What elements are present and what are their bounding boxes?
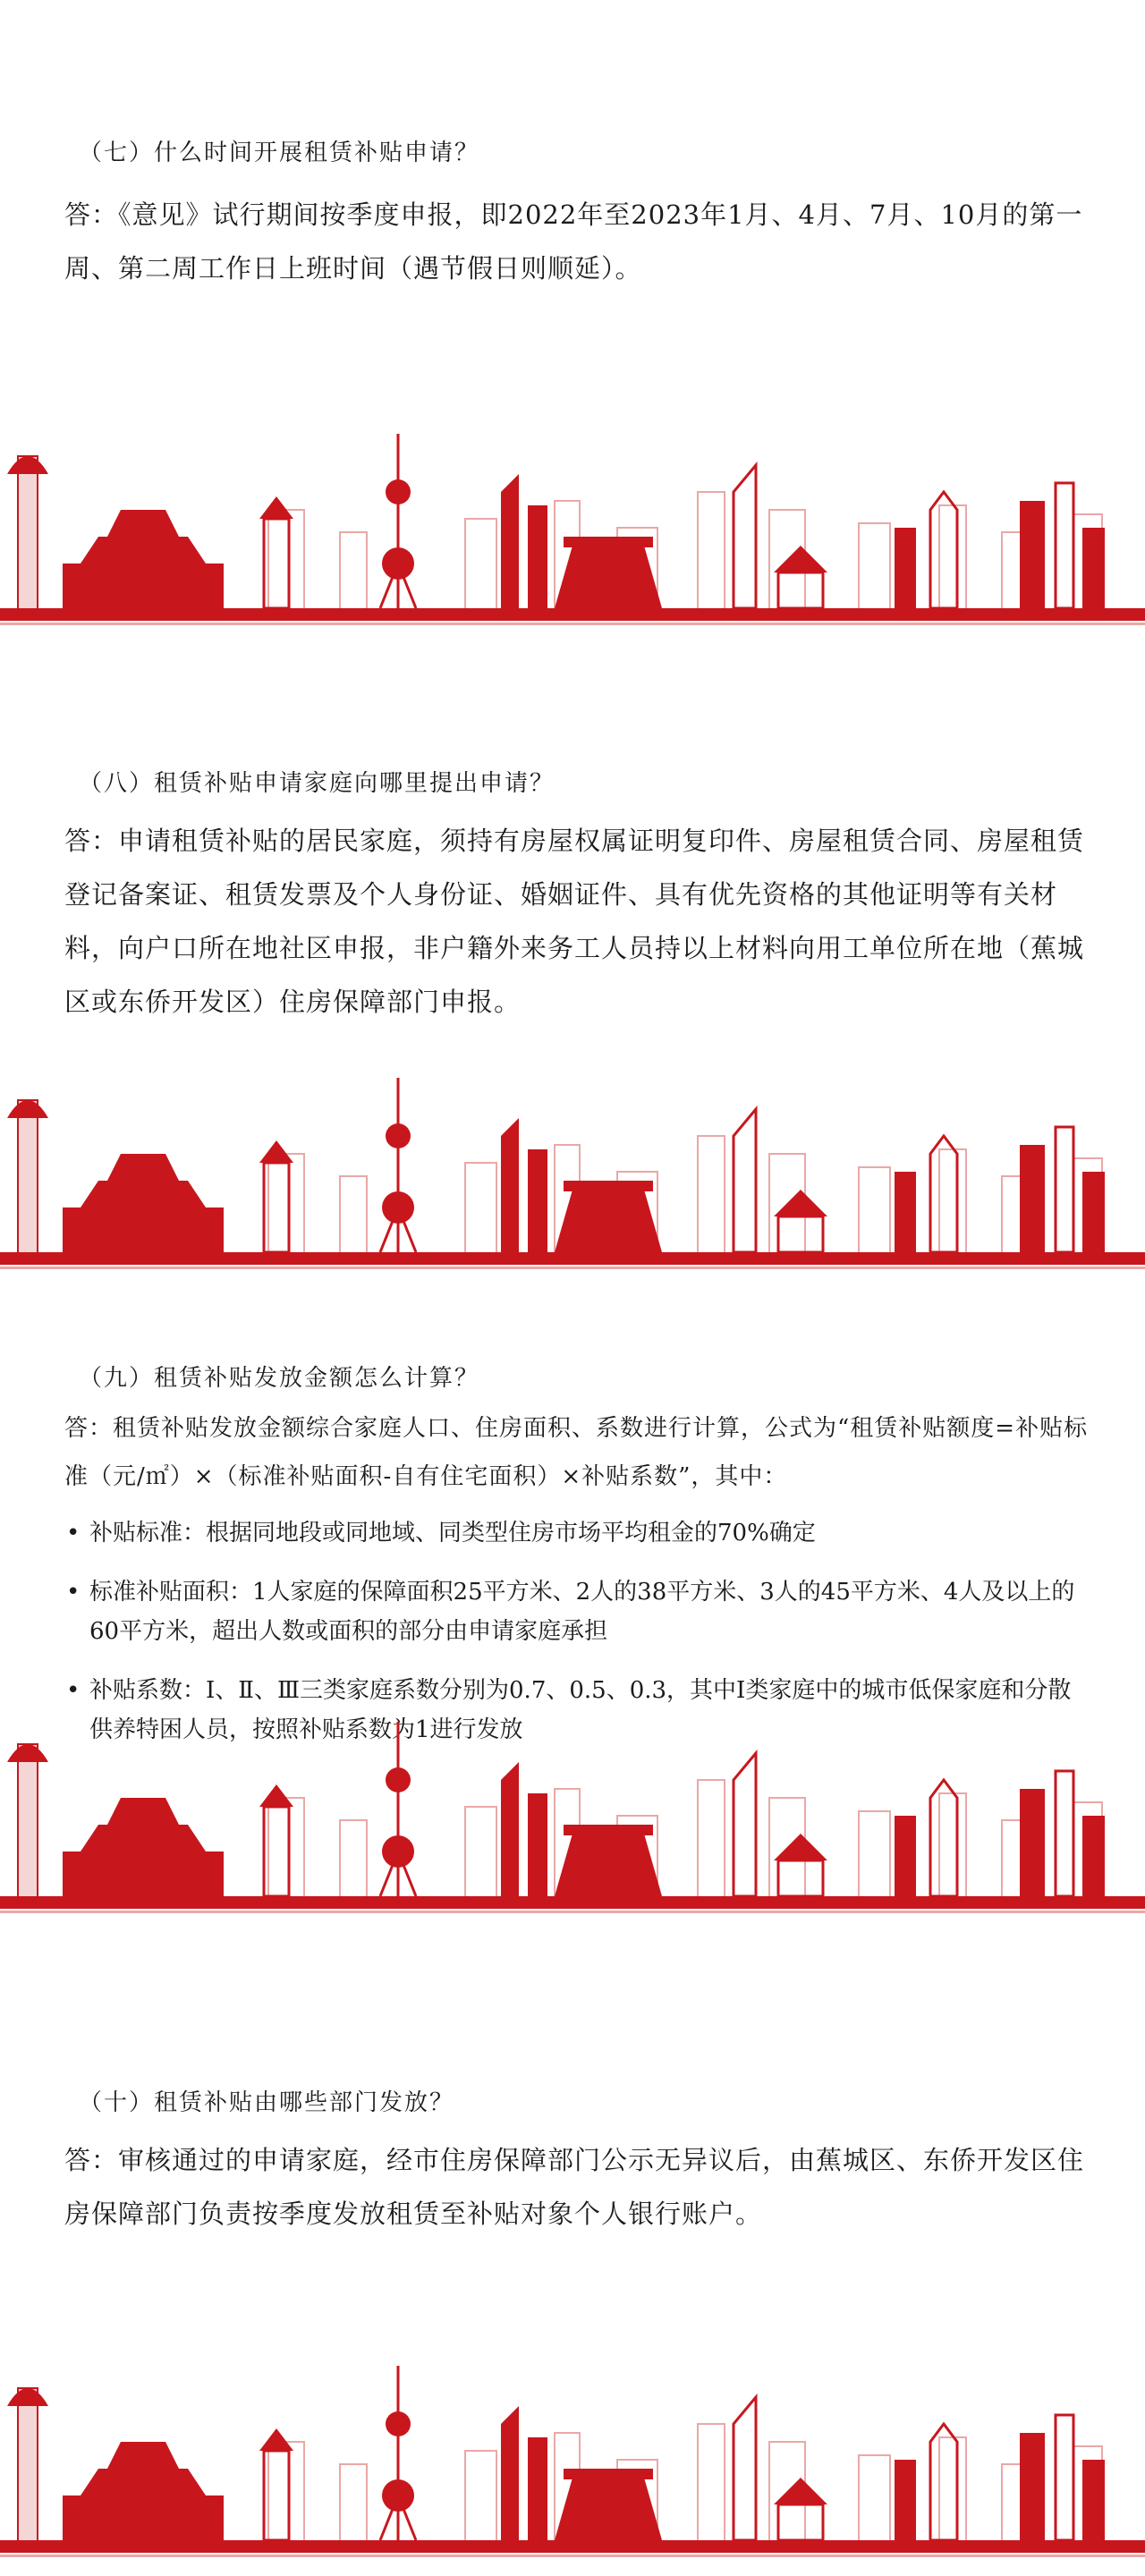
skyscraper (528, 2437, 547, 2540)
red-base-line (0, 623, 1145, 625)
tiananmen-roof-upper (107, 2442, 179, 2469)
question-heading: （八）租赁补贴申请家庭向哪里提出申请？ (79, 770, 556, 797)
skyscraper (528, 1149, 547, 1252)
answer-text: 答：《意见》试行期间按季度申报，即2022年至2023年1月、4月、7月、10月的第一周、第二周工作日上班时间（遇节假日则顺延）。 (64, 199, 1083, 284)
skyscraper (501, 474, 519, 608)
temple-of-heaven (778, 2504, 823, 2540)
background-building (859, 1811, 890, 1905)
skyscraper (1020, 2433, 1045, 2540)
skyscraper (1020, 1145, 1045, 1252)
answer-text: 答：租赁补贴发放金额综合家庭人口、住房面积、系数进行计算，公式为“租赁补贴额度=补贴标准（元/㎡）×（标准补贴面积-自有住宅面积）×补贴系数”，其中： (64, 1415, 1089, 1490)
china-pavilion-roof (564, 1825, 653, 1835)
background-building (859, 2455, 890, 2549)
huabiao-top (7, 1100, 48, 1118)
skyscraper (1056, 1127, 1073, 1252)
red-base-line (0, 2555, 1145, 2557)
faq-section-7 (0, 0, 1145, 644)
red-base-line (0, 1267, 1145, 1269)
tiananmen-roof-lower (81, 1181, 206, 1208)
background-building (939, 505, 966, 617)
china-pavilion (555, 2478, 662, 2540)
background-building (698, 1780, 725, 1905)
red-base-band (0, 1896, 1145, 1909)
city-skyline-banner (0, 1708, 1145, 1932)
tv-tower-sphere-upper (386, 479, 411, 504)
faq-section-8 (0, 644, 1145, 1288)
skyscraper (930, 492, 957, 608)
bank-tower (734, 1109, 756, 1252)
city-skyline-banner (0, 2352, 1145, 2576)
skyscraper (528, 1793, 547, 1896)
city-skyline-banner (0, 1064, 1145, 1288)
huabiao-column (18, 456, 38, 617)
tiananmen-base (63, 1208, 224, 1252)
background-building (340, 1820, 367, 1905)
china-pavilion (555, 1190, 662, 1252)
skyscraper (501, 1762, 519, 1896)
background-building (939, 2437, 966, 2549)
pagoda-top (259, 496, 293, 519)
list-item: • 标准补贴面积：1人家庭的保障面积25平方米、2人的38平方米、3人的45平方米、4人及以上的60平方米，超出人数或面积的部分由申请家庭承担 (64, 1572, 1093, 1651)
pagoda-top (259, 1784, 293, 1807)
background-building (698, 2424, 725, 2549)
temple-of-heaven-roof (774, 546, 827, 572)
huabiao-top (7, 2388, 48, 2406)
skyscraper (1082, 528, 1105, 608)
skyscraper (1020, 1789, 1045, 1896)
background-building (859, 1167, 890, 1261)
skyscraper (501, 1118, 519, 1252)
china-pavilion-roof (564, 1181, 653, 1191)
background-building (698, 492, 725, 617)
background-building (268, 1798, 304, 1905)
china-pavilion-roof (564, 2469, 653, 2479)
background-building (340, 532, 367, 617)
china-pavilion (555, 546, 662, 608)
background-building (340, 2464, 367, 2549)
skyscraper (1082, 2460, 1105, 2540)
skyscraper (1020, 501, 1045, 608)
skyscraper (1056, 483, 1073, 608)
background-building (859, 523, 890, 617)
temple-of-heaven-roof (774, 1190, 827, 1216)
huabiao-top (7, 456, 48, 474)
china-pavilion-roof (564, 537, 653, 547)
question-heading: （七）什么时间开展租赁补贴申请？ (79, 140, 480, 166)
bank-tower (734, 1753, 756, 1896)
skyscraper (895, 1172, 916, 1252)
red-base-band (0, 1252, 1145, 1265)
bank-tower (734, 2397, 756, 2540)
bank-tower (734, 465, 756, 608)
skyscraper (1056, 2415, 1073, 2540)
tv-tower-sphere-upper (386, 2411, 411, 2436)
city-skyline-banner (0, 420, 1145, 644)
skyscraper (930, 2424, 957, 2540)
background-building (939, 1149, 966, 1261)
background-building (698, 1136, 725, 1261)
skyscraper (1082, 1172, 1105, 1252)
pagoda-top (259, 1140, 293, 1163)
red-base-band (0, 608, 1145, 621)
skyscraper (501, 2406, 519, 2540)
faq-section-9 (0, 1288, 1145, 1932)
red-base-band (0, 2540, 1145, 2553)
skyscraper (528, 505, 547, 608)
tv-tower-sphere-upper (386, 1123, 411, 1148)
tiananmen-roof-upper (107, 1798, 179, 1825)
skyscraper (1056, 1771, 1073, 1896)
question-heading: （九）租赁补贴发放金额怎么计算？ (79, 1365, 480, 1392)
tiananmen-base (63, 2496, 224, 2540)
pagoda-top (259, 2428, 293, 2451)
tiananmen-roof-lower (81, 537, 206, 564)
background-building (268, 510, 304, 617)
background-building (268, 2442, 304, 2549)
tv-tower-sphere-upper (386, 1767, 411, 1792)
list-item: • 补贴标准：根据同地段或同地域、同类型住房市场平均租金的70%确定 (64, 1513, 1093, 1553)
background-building (465, 2451, 496, 2549)
list-item: • 补贴系数：Ⅰ、Ⅱ、Ⅲ三类家庭系数分别为0.7、0.5、0.3，其中Ⅰ类家庭中的城市低保家庭和分散供养特困人员，按照补贴系数为1进行发放 (64, 1671, 1093, 1750)
tiananmen-base (63, 1852, 224, 1896)
china-pavilion (555, 1834, 662, 1896)
red-base-line (0, 1911, 1145, 1913)
huabiao-column (18, 1744, 38, 1905)
skyscraper (895, 1816, 916, 1896)
skyscraper (895, 2460, 916, 2540)
tiananmen-roof-lower (81, 1825, 206, 1852)
skyscraper (930, 1780, 957, 1896)
answer-text: 答：审核通过的申请家庭，经市住房保障部门公示无异议后，由蕉城区、东侨开发区住房保障部门负责按季度发放租赁至补贴对象个人银行账户。 (64, 2145, 1085, 2229)
background-building (465, 1163, 496, 1261)
background-building (939, 1793, 966, 1905)
huabiao-column (18, 1100, 38, 1261)
background-building (340, 1176, 367, 1261)
answer-text: 答：申请租赁补贴的居民家庭，须持有房屋权属证明复印件、房屋租赁合同、房屋租赁登记备案证、租赁发票及个人身份证、婚姻证件、具有优先资格的其他证明等有关材料，向户口所在地社区申报，非户籍外来务工人员持以上材料向用工单位所在地（蕉城区或东侨开发区）住房保障部门申报。 (64, 826, 1085, 1017)
tiananmen-roof-lower (81, 2469, 206, 2496)
question-heading: （十）租赁补贴由哪些部门发放？ (79, 2089, 455, 2116)
faq-section-10 (0, 1932, 1145, 2576)
background-building (465, 519, 496, 617)
background-building (268, 1154, 304, 1261)
tiananmen-roof-upper (107, 1154, 179, 1181)
skyscraper (930, 1136, 957, 1252)
tiananmen-roof-upper (107, 510, 179, 537)
temple-of-heaven-roof (774, 2478, 827, 2504)
skyscraper (895, 528, 916, 608)
huabiao-column (18, 2388, 38, 2549)
background-building (465, 1807, 496, 1905)
temple-of-heaven-roof (774, 1834, 827, 1860)
huabiao-top (7, 1744, 48, 1762)
tiananmen-base (63, 564, 224, 608)
temple-of-heaven (778, 1860, 823, 1896)
temple-of-heaven (778, 572, 823, 608)
temple-of-heaven (778, 1216, 823, 1252)
skyscraper (1082, 1816, 1105, 1896)
